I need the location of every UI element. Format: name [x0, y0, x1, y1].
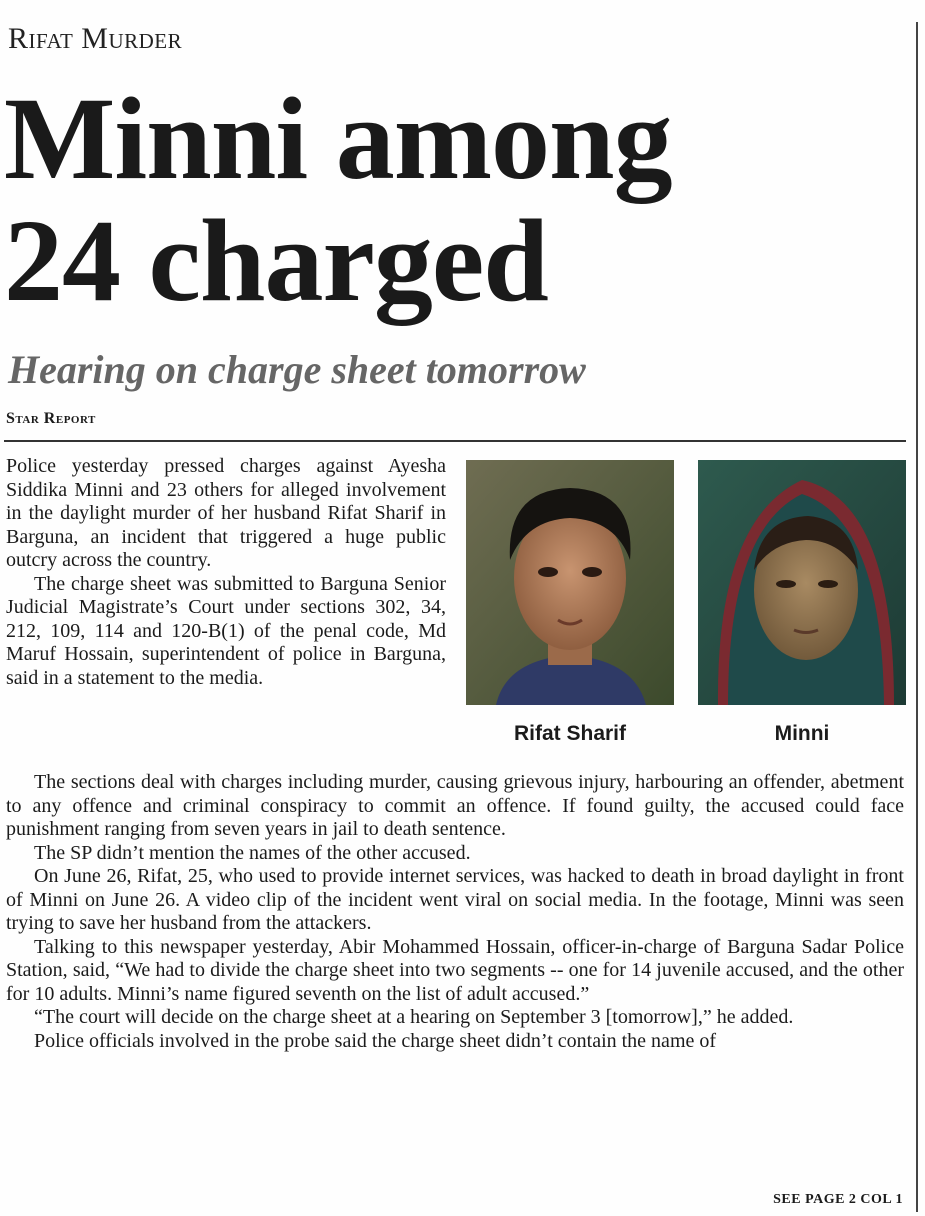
paragraph: The sections deal with charges including murder, causing grievous injury, harbouring an offender, abetment to any offence and criminal conspiracy to commit an offence. If found guilty, the accused could face punishment ranging from seven years in jail to death sentence.	[6, 771, 904, 840]
column-rule	[916, 22, 918, 1212]
paragraph: The SP didn’t mention the names of the other accused.	[34, 841, 471, 864]
headline	[4, 73, 909, 326]
byline-divider	[4, 440, 906, 442]
paragraph: Police yesterday pressed charges against Ayesha Siddika Minni and 23 others for alleged involvement in the daylight murder of her husband Rifat Sharif in Barguna, an incident that triggered a huge public outcry across the country.	[6, 455, 446, 571]
photo-minni	[698, 460, 906, 705]
photo-rifat-sharif	[466, 460, 674, 705]
paragraph: “The court will decide on the charge sheet at a hearing on September 3 [tomorrow],” he added.	[34, 1006, 794, 1028]
paragraph: Talking to this newspaper yesterday, Abir Mohammed Hossain, officer-in-charge of Barguna Sadar Police Station, said, “We had to divide the charge sheet into two segments -- one for 14 juvenile accused, and the other for 10 adults. Minni’s name figured seventh on the list of adult accused.”	[6, 935, 904, 1005]
photo-caption: Rifat Sharif	[513, 722, 626, 745]
paragraph: Police officials involved in the probe said the charge sheet didn’t contain the name of	[34, 1029, 717, 1052]
continued-on-page: SEE PAGE 2 COL 1	[773, 1192, 903, 1207]
headline-line-2: 24 charged	[4, 195, 548, 326]
paragraph: The charge sheet was submitted to Barguna Senior Judicial Magistrate’s Court under sections 302, 34, 212, 109, 114 and 120-B(1) of the penal code, Md Maruf Hossain, superintendent of police in Barguna, said in a statement to the media.	[6, 572, 446, 689]
byline: Star Report	[6, 410, 96, 427]
subheadline: Hearing on charge sheet tomorrow	[8, 347, 586, 392]
headline-line-1: Minni among	[4, 73, 672, 204]
article-body-left-column	[6, 455, 446, 690]
paragraph: On June 26, Rifat, 25, who used to provide internet services, was hacked to death in broad daylight in front of Minni on June 26. A video clip of the incident went viral on social media. In the footage, Minni was seen trying to save her husband from the attackers.	[6, 865, 904, 934]
article-body-full-width	[6, 771, 904, 1053]
photo-caption: Minni	[774, 722, 830, 745]
kicker: Rifat Murder	[8, 22, 183, 55]
